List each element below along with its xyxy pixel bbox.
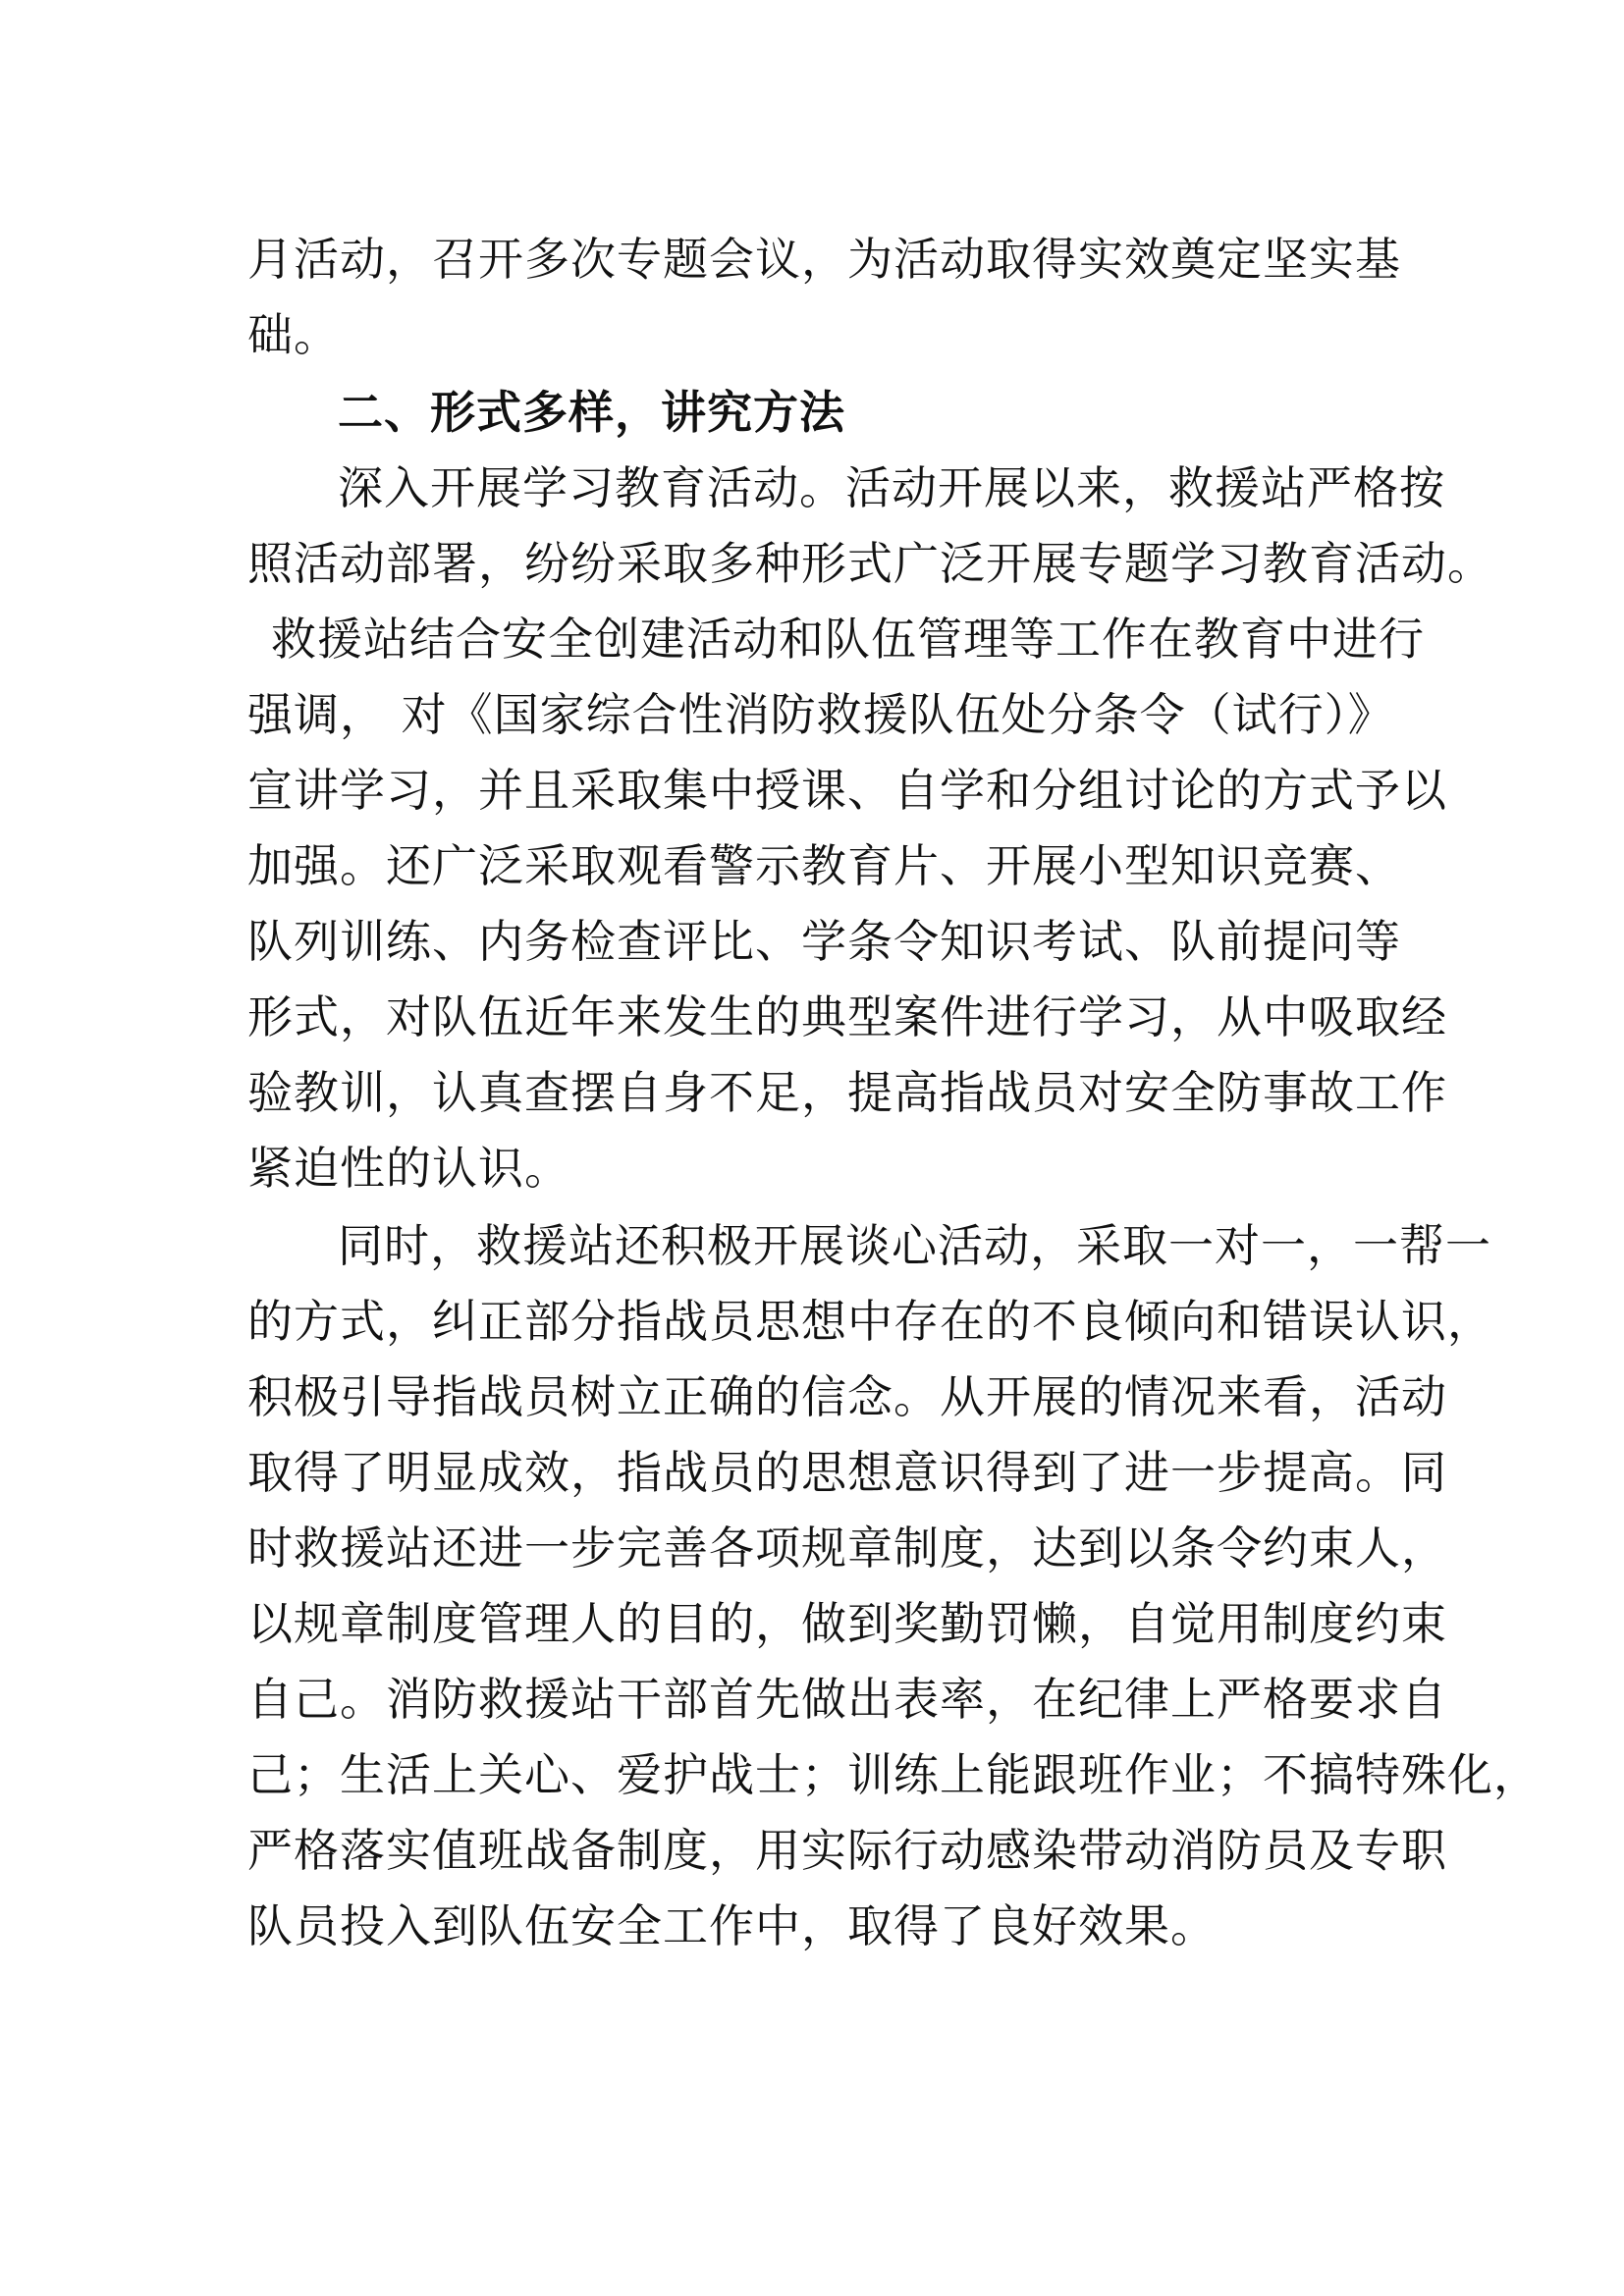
text-line: 严格落实值班战备制度，用实际行动感染带动消防员及专职	[247, 1824, 1447, 1877]
text-line: 照活动部署，纷纷采取多种形式广泛开展专题学习教育活动。	[247, 537, 1493, 590]
text-line: 队员投入到队伍安全工作中，取得了良好效果。	[247, 1899, 1217, 1952]
text-line: 宣讲学习，并且采取集中授课、自学和分组讨论的方式予以	[247, 764, 1447, 817]
text-line: 验教训，认真查摆自身不足，提高指战员对安全防事故工作	[247, 1066, 1447, 1119]
text-line: 自己。消防救援站干部首先做出表率，在纪律上严格要求自	[247, 1673, 1447, 1726]
text-line: 形式，对队伍近年来发生的典型案件进行学习，从中吸取经	[247, 990, 1447, 1043]
paragraph-first-line: 同时，救援站还积极开展谈心活动，采取一对一，一帮一	[338, 1219, 1491, 1272]
text-line: 的方式，纠正部分指战员思想中存在的不良倾向和错误认识，	[247, 1295, 1493, 1348]
text-line: 救援站结合安全创建活动和队伍管理等工作在教育中进行	[271, 613, 1425, 666]
text-line: 取得了明显成效，指战员的思想意识得到了进一步提高。同	[247, 1446, 1447, 1499]
text-line: 积极引导指战员树立正确的信念。从开展的情况来看，活动	[247, 1370, 1447, 1423]
text-line: 己；生活上关心、爱护战士；训练上能跟班作业；不搞特殊化，	[247, 1748, 1540, 1801]
text-line: 紧迫性的认识。	[247, 1142, 570, 1195]
text-line: 加强。还广泛采取观看警示教育片、开展小型知识竞赛、	[247, 839, 1401, 892]
text-line: 队列训练、内务检查评比、学条令知识考试、队前提问等	[247, 915, 1401, 968]
text-line: 时救援站还进一步完善各项规章制度，达到以条令约束人，	[247, 1522, 1447, 1575]
text-line: 以规章制度管理人的目的，做到奖勤罚懒，自觉用制度约束	[247, 1597, 1447, 1650]
paragraph-first-line: 深入开展学习教育活动。活动开展以来，救援站严格按	[338, 461, 1445, 514]
text-line: 强调， 对《国家综合性消防救援队伍处分条令（试行）》	[247, 688, 1394, 741]
section-heading: 二、形式多样，讲究方法	[338, 386, 845, 439]
document-page	[247, 222, 1540, 1964]
text-line: 础。	[247, 308, 340, 361]
text-line: 月活动，召开多次专题会议，为活动取得实效奠定坚实基	[247, 233, 1401, 286]
